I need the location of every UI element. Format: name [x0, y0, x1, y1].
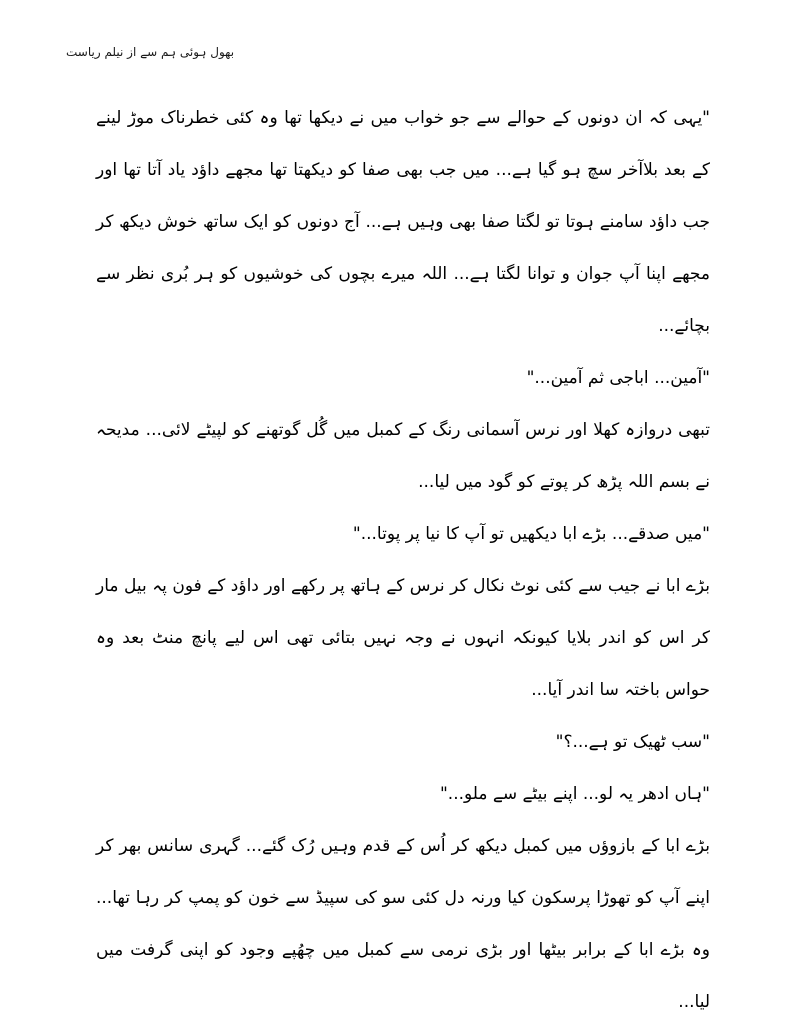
paragraph-dialogue: "سب ٹھیک تو ہے...؟" [555, 732, 710, 752]
paragraph-dialogue: "آمین... اباجی ثم آمین..." [526, 368, 710, 388]
paragraph-narration: تبھی دروازہ کھلا اور نرس آسمانی رنگ کے کمبل میں گُل گوتھنے کو لپیٹے لائی... مدیحہ نے بسم اللہ پڑھ کر پوتے کو گود میں لیا... [96, 420, 710, 492]
page-header-title: بھول ہوئی ہم سے از نیلم ریاست [66, 45, 235, 59]
paragraph-dialogue: "میں صدقے... بڑے ابا دیکھیں تو آپ کا نیا پر پوتا..." [352, 524, 710, 544]
story-text-block [96, 92, 710, 1023]
paragraph-narration: "یہی کہ ان دونوں کے حوالے سے جو خواب میں نے دیکھا تھا وہ کئی خطرناک موڑ لینے کے بعد بلاآخر سچ ہو گیا ہے... میں جب بھی صفا کو دیکھتا تھا مجھے داؤد یاد آتا تھا اور جب داؤد سامنے ہوتا تو لگتا صفا بھی وہیں ہے... آج دونوں کو ایک ساتھ خوش دیکھ کر مجھے اپنا آپ جوان و توانا لگتا ہے... اللہ میرے بچوں کی خوشیوں کو ہر بُری نظر سے بچائے... [96, 108, 710, 336]
paragraph-narration: بڑے ابا کے بازوؤں میں کمبل دیکھ کر اُس کے قدم وہیں رُک گئے... گہری سانس بھر کر اپنے آپ کو تھوڑا پرسکون کیا ورنہ دل کئی سو کی سپیڈ سے خون کو پمپ کر رہا تھا... وہ بڑے ابا کے برابر بیٹھا اور بڑی نرمی سے کمبل میں چھُپے وجود کو اپنی گرفت میں لیا... [96, 836, 710, 1012]
paragraph-narration: بڑے ابا نے جیب سے کئی نوٹ نکال کر نرس کے ہاتھ پر رکھے اور داؤد کے فون پہ بیل مار کر اس کو اندر بلایا کیونکہ انہوں نے وجہ نہیں بتائی تھی اس لیے پانچ منٹ بعد وہ حواس باختہ سا اندر آیا... [96, 576, 710, 700]
paragraph-dialogue: "ہاں ادھر یہ لو... اپنے بیٹے سے ملو..." [439, 784, 710, 804]
